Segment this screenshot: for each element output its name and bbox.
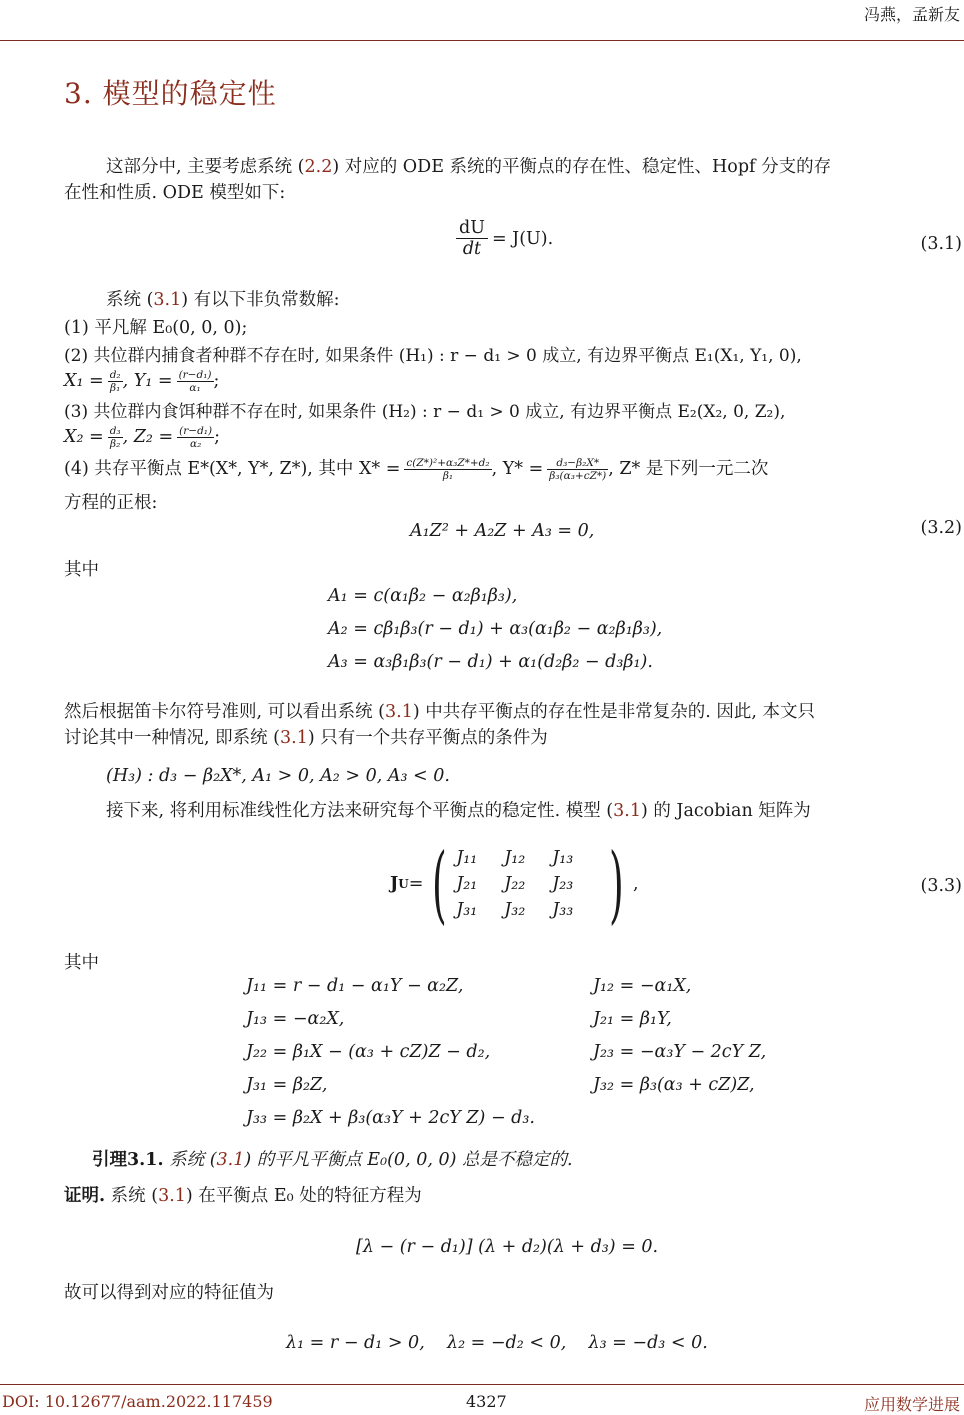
- matrix-cell: J₂₂: [504, 874, 526, 894]
- matrix-cell: J₃₁: [456, 900, 478, 920]
- header-rule: [0, 40, 964, 41]
- condition-h3: (H₃) : d₃ − β₂X*, A₁ > 0, A₂ > 0, A₃ < 0.: [106, 766, 450, 786]
- ref-3-1-c[interactable]: 3.1: [280, 728, 308, 748]
- item3-z2-den: α₂: [189, 437, 202, 450]
- item4-text-a: (4) 共存平衡点 E*(X*, Y*, Z*), 其中 X* =: [64, 459, 401, 479]
- item3-x2: X₂ =: [64, 427, 104, 447]
- jacobian-matrix: [456, 848, 600, 920]
- item4-xstar-frac: [404, 457, 491, 482]
- item-1: (1) 平凡解 E₀(0, 0, 0);: [64, 318, 248, 338]
- item3-x2-frac: [108, 425, 123, 450]
- a1-def: A₁ = c(α₁β₂ − α₂β₁β₃),: [328, 586, 518, 606]
- item3-z2-frac: [177, 425, 214, 450]
- j13-def: J₁₃ = −α₂X,: [246, 1009, 345, 1029]
- item3-z2-num: (r−d₁): [179, 424, 213, 437]
- j21-def: J₂₁ = β₁Y,: [593, 1009, 672, 1029]
- eq31-numerator: dU: [456, 218, 488, 239]
- j23-def: J₂₃ = −α₃Y − 2cY Z,: [593, 1042, 767, 1062]
- item2-y1-num: (r−d₁): [178, 368, 212, 381]
- item4-ystar-den: β₃(α₃+cZ*): [549, 469, 607, 482]
- item-4-line2: 方程的正根:: [64, 493, 158, 513]
- equation-3-2: A₁Z² + A₂Z + A₃ = 0,: [410, 521, 595, 541]
- para1-line2: 在性和性质. ODE 模型如下:: [64, 183, 286, 203]
- footer-journal-name: 应用数学进展: [863, 1395, 960, 1414]
- para4-text-b: ) 的 Jacobian 矩阵为: [640, 801, 811, 821]
- item3-x2-den: β₂: [110, 437, 121, 450]
- eq33-lhs: J: [390, 874, 399, 894]
- item4-text-c: , Z* 是下列一元二次: [608, 459, 769, 479]
- item3-z2: , Z₂ =: [122, 427, 174, 447]
- matrix-cell: J₁₁: [456, 848, 478, 868]
- item-2-line1: (2) 共位群内捕食者种群不存在时, 如果条件 (H₁) : r − d₁ > 0 成立, 有边界平衡点 E₁(X₁, Y₁, 0),: [64, 346, 802, 366]
- j31-def: J₃₁ = β₂Z,: [246, 1075, 328, 1095]
- ref-2-2[interactable]: 2.2: [304, 157, 333, 177]
- matrix-cell: J₁₂: [504, 848, 526, 868]
- matrix-left-paren: (: [432, 835, 448, 933]
- lemma-label: 引理3.1.: [92, 1150, 164, 1170]
- para3-line1: [64, 699, 815, 725]
- para1-line1: [106, 154, 831, 180]
- item4-ystar-num: d₃−β₂X*: [547, 457, 608, 470]
- proof: [64, 1183, 422, 1209]
- para3-line2: [64, 725, 548, 751]
- j22-def: J₂₂ = β₁X − (α₃ + cZ)Z − d₂,: [246, 1042, 491, 1062]
- where-2: 其中: [64, 953, 99, 973]
- para2: [106, 287, 340, 313]
- item2-end: ;: [213, 371, 220, 391]
- item2-x1-frac: [108, 369, 123, 394]
- header-authors: 冯燕，孟新友: [863, 5, 960, 24]
- equation-3-3: [390, 835, 639, 933]
- characteristic-equation: [λ − (r − d₁)] (λ + d₂)(λ + d₃) = 0.: [356, 1237, 659, 1257]
- matrix-cell: J₁₃: [552, 848, 574, 868]
- item4-text-b: , Y* =: [491, 459, 544, 479]
- eq31-denominator: dt: [462, 239, 482, 259]
- equation-3-1: [456, 218, 553, 259]
- para4-text-a: 接下来, 将利用标准线性化方法来研究每个平衡点的稳定性. 模型 (: [106, 801, 614, 821]
- eq33-label: (3.3): [920, 876, 962, 896]
- j33-def: J₃₃ = β₂X + β₃(α₃Y + 2cY Z) − d₃.: [246, 1108, 535, 1128]
- eq32-label: (3.2): [920, 518, 962, 538]
- matrix-cell: J₃₂: [504, 900, 526, 920]
- para4: [106, 798, 811, 824]
- eigenvalues: λ₁ = r − d₁ > 0, λ₂ = −d₂ < 0, λ₃ = −d₃ < 0.: [286, 1333, 708, 1353]
- ref-3-1-f[interactable]: 3.1: [158, 1186, 186, 1206]
- item3-end: ;: [214, 427, 221, 447]
- matrix-cell: J₂₃: [552, 874, 574, 894]
- footer-rule: [0, 1384, 964, 1385]
- lemma-3-1: [92, 1147, 573, 1173]
- item-3-line1: (3) 共位群内食饵种群不存在时, 如果条件 (H₂) : r − d₁ > 0 成立, 有边界平衡点 E₂(X₂, 0, Z₂),: [64, 402, 786, 422]
- item-4-line1: [64, 456, 768, 482]
- proof-text-a: 系统 (: [110, 1186, 159, 1206]
- ref-3-1-b[interactable]: 3.1: [385, 702, 413, 722]
- j32-def: J₃₂ = β₃(α₃ + cZ)Z,: [593, 1075, 755, 1095]
- where-1: 其中: [64, 560, 99, 580]
- matrix-cell: J₃₃: [552, 900, 574, 920]
- item-2-line2: [64, 368, 219, 394]
- item2-y1-den: α₁: [189, 381, 201, 394]
- ref-3-1-d[interactable]: 3.1: [613, 801, 641, 821]
- section-title: 3. 模型的稳定性: [64, 77, 277, 110]
- a3-def: A₃ = α₃β₁β₃(r − d₁) + α₁(d₂β₂ − d₃β₁).: [328, 652, 653, 672]
- ref-3-1-a[interactable]: 3.1: [153, 290, 182, 310]
- para2-text-a: 系统 (: [106, 290, 154, 310]
- item3-x2-num: d₃: [109, 424, 121, 437]
- item2-x1-den: β₁: [110, 381, 121, 394]
- item2-y1-frac: [177, 369, 214, 394]
- para1-text-b: ) 对应的 ODE 系统的平衡点的存在性、稳定性、Hopf 分支的存: [332, 157, 832, 177]
- item4-xstar-num: c(Z*)²+α₃Z*+d₂: [406, 456, 490, 469]
- eq31-rhs: = J(U).: [491, 228, 554, 249]
- para1-text-a: 这部分中, 主要考虑系统 (: [106, 157, 305, 177]
- eq31-label: (3.1): [920, 234, 962, 254]
- footer-doi[interactable]: DOI: 10.12677/aam.2022.117459: [2, 1392, 273, 1411]
- eq33-equals: =: [408, 874, 424, 894]
- j12-def: J₁₂ = −α₁X,: [593, 976, 692, 996]
- para5: 故可以得到对应的特征值为: [64, 1283, 274, 1303]
- eq33-lhs-sub: U: [398, 877, 409, 891]
- item4-ystar-frac: [547, 457, 608, 482]
- para3-text-d: ) 只有一个共存平衡点的条件为: [307, 728, 548, 748]
- item-3-line2: [64, 424, 220, 450]
- item2-y1: , Y₁ =: [122, 371, 173, 391]
- eq31-fraction: [456, 218, 488, 259]
- proof-text-b: ) 在平衡点 E₀ 处的特征方程为: [185, 1186, 422, 1206]
- j11-def: J₁₁ = r − d₁ − α₁Y − α₂Z,: [246, 976, 464, 996]
- lemma-text-a: 系统 (: [169, 1150, 217, 1170]
- para3-text-b: ) 中共存平衡点的存在性是非常复杂的. 因此, 本文只: [412, 702, 815, 722]
- eq33-tail: ,: [632, 874, 639, 894]
- para3-text-c: 讨论其中一种情况, 即系统 (: [64, 728, 281, 748]
- matrix-cell: J₂₁: [456, 874, 478, 894]
- a2-def: A₂ = cβ₁β₃(r − d₁) + α₃(α₁β₂ − α₂β₁β₃),: [328, 619, 663, 639]
- item2-x1: X₁ =: [64, 371, 104, 391]
- para3-text-a: 然后根据笛卡尔符号准则, 可以看出系统 (: [64, 702, 386, 722]
- footer-page-number: 4327: [466, 1392, 507, 1411]
- item4-xstar-den: β₁: [442, 469, 454, 482]
- lemma-text-b: ) 的平凡平衡点 E₀(0, 0, 0) 总是不稳定的.: [244, 1150, 573, 1170]
- item2-x1-num: d₂: [109, 368, 121, 381]
- matrix-right-paren: ): [609, 835, 624, 933]
- para2-text-b: ) 有以下非负常数解:: [181, 290, 340, 310]
- proof-label: 证明.: [64, 1186, 106, 1206]
- ref-3-1-e[interactable]: 3.1: [216, 1150, 245, 1170]
